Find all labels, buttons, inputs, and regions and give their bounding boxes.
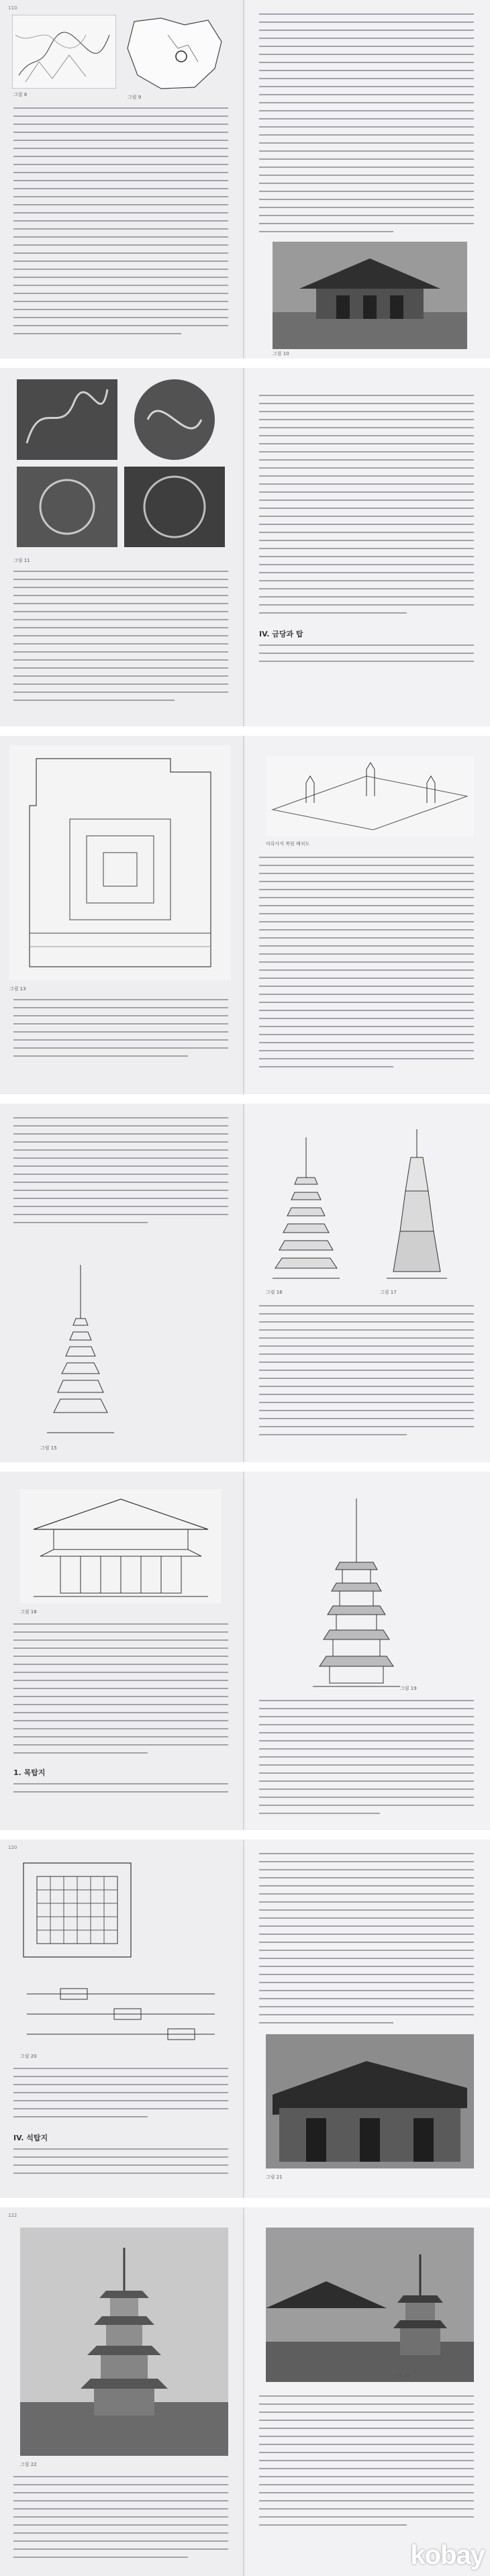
- page-number: 122: [8, 2213, 17, 2218]
- roof-tile-photos: [13, 376, 228, 551]
- figure-caption: 그림 13: [9, 986, 26, 992]
- right-page: [246, 2207, 490, 2576]
- left-page: [0, 736, 244, 1094]
- section-drawing: [20, 1974, 222, 2048]
- figure-caption: 그림 20: [20, 2054, 37, 2059]
- right-page: [246, 1840, 490, 2198]
- location-map: [121, 15, 228, 92]
- right-page: [246, 736, 490, 1094]
- figure-caption: 그림 23: [393, 2373, 410, 2379]
- figure-caption: 그림 18: [20, 1609, 37, 1615]
- page-number: 120: [8, 1845, 17, 1850]
- figure-caption: 그림 21: [266, 2175, 283, 2180]
- hall-elevation-drawing: [20, 1489, 222, 1603]
- figure-caption: 그림 9: [128, 95, 142, 100]
- figure-caption: 그림 16: [266, 1290, 283, 1295]
- book-spread-3: [0, 736, 490, 1094]
- right-page: [246, 1472, 490, 1830]
- figure-caption: 그림 8: [13, 92, 28, 97]
- floor-plan-drawing: [20, 1860, 134, 1960]
- map-figure: [12, 15, 116, 89]
- book-spread-5: [0, 1472, 490, 1830]
- book-spread-4: [0, 1104, 490, 1462]
- left-page: [0, 368, 244, 726]
- left-page: [0, 1472, 244, 1830]
- section-heading: IV. 석탑지: [13, 2134, 48, 2142]
- left-page: [0, 2207, 244, 2576]
- left-page: [0, 0, 244, 359]
- left-page: [0, 1104, 244, 1462]
- right-page: [246, 0, 490, 359]
- pagoda-drawing-right: [380, 1124, 454, 1285]
- pagoda-drawing-left: [266, 1131, 346, 1285]
- temple-plan-drawing: [9, 745, 231, 980]
- page-number: 110: [8, 5, 17, 11]
- book-spread-1: [0, 0, 490, 359]
- stone-pagoda-photo: [20, 2228, 228, 2456]
- temple-photo: [266, 2034, 474, 2168]
- book-spread-2: [0, 368, 490, 726]
- book-spread-6: [0, 1840, 490, 2198]
- figure-caption: 그림 10: [273, 351, 289, 356]
- wooden-pagoda-drawing: [306, 1485, 407, 1693]
- figure-caption: 그림 11: [13, 558, 30, 563]
- figure-caption: 그림 19: [400, 1686, 417, 1691]
- figure-caption: 미륵사지 복원 배치도: [266, 841, 310, 847]
- book-spread-7: [0, 2207, 490, 2576]
- section-heading: IV. 금당과 탑: [259, 630, 303, 638]
- figure-caption: 그림 22: [20, 2462, 37, 2467]
- building-photo: [273, 242, 467, 349]
- left-page: [0, 1840, 244, 2198]
- pagoda-photo-2: [266, 2228, 474, 2382]
- figure-caption: 그림 15: [40, 1445, 57, 1451]
- right-page: [246, 368, 490, 726]
- watermark-logo: kobay: [410, 2540, 485, 2570]
- section-heading: 1. 목탑지: [13, 1768, 46, 1777]
- right-page: [246, 1104, 490, 1462]
- site-perspective-drawing: [266, 756, 474, 837]
- pagoda-elevation-drawing: [34, 1238, 128, 1439]
- figure-caption: 그림 17: [380, 1290, 397, 1295]
